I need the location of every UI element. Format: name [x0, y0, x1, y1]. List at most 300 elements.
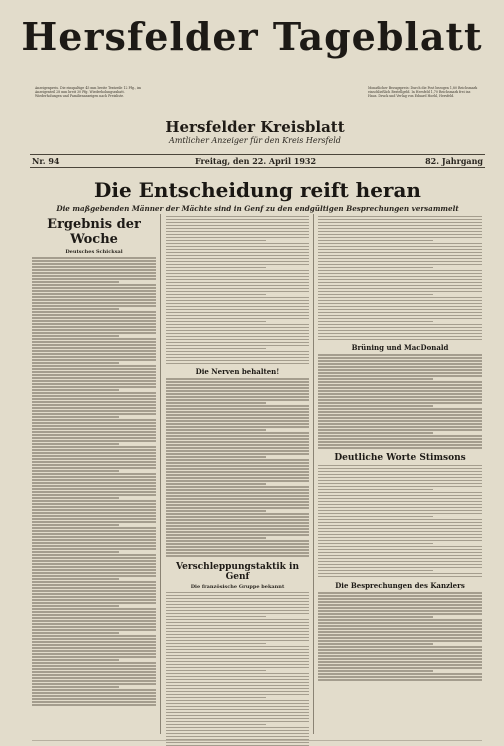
- text-line: [32, 317, 156, 319]
- text-line: [32, 530, 156, 532]
- text-line: [166, 700, 309, 702]
- text-line: [318, 270, 482, 272]
- column-1: [32, 214, 156, 707]
- text-line: [318, 267, 433, 269]
- text-line: [32, 512, 156, 514]
- text-line: [318, 519, 482, 521]
- text-line: [166, 697, 266, 699]
- masthead: [0, 0, 504, 92]
- text-line: [32, 281, 119, 283]
- text-line: [166, 237, 309, 239]
- text-line: [32, 662, 156, 664]
- text-line: [32, 695, 156, 697]
- text-line: [32, 602, 156, 604]
- text-line: [166, 703, 309, 705]
- text-line: [166, 649, 309, 651]
- text-line: [32, 458, 156, 460]
- text-line: [318, 408, 482, 410]
- text-line: [318, 417, 482, 419]
- text-line: [166, 378, 309, 380]
- text-line: [166, 522, 309, 524]
- text-line: [318, 261, 482, 263]
- text-line: [32, 434, 156, 436]
- text-line: [166, 243, 309, 245]
- text-line: [32, 341, 156, 343]
- text-line: [166, 402, 266, 404]
- text-line: [318, 489, 433, 491]
- text-line: [32, 479, 156, 481]
- text-line: [32, 488, 156, 490]
- text-line: [166, 240, 266, 242]
- text-line: [166, 264, 309, 266]
- text-line: [318, 516, 433, 518]
- text-line: [166, 552, 309, 554]
- text-line: [166, 276, 309, 278]
- text-line: [318, 610, 482, 612]
- text-line: [318, 327, 482, 329]
- text-line: [318, 501, 482, 503]
- text-line: [32, 308, 119, 310]
- text-line: [32, 272, 156, 274]
- text-line: [32, 359, 156, 361]
- text-line: [166, 291, 309, 293]
- text-line: [32, 542, 156, 544]
- text-line: [166, 549, 309, 551]
- text-line: [166, 634, 309, 636]
- text-line: [166, 673, 309, 675]
- text-line: [318, 652, 482, 654]
- text-line: [318, 625, 482, 627]
- text-line: [318, 561, 482, 563]
- text-line: [318, 522, 482, 524]
- article-heading: Brüning und MacDonald: [351, 343, 449, 352]
- text-line: [166, 411, 309, 413]
- text-line: [166, 435, 309, 437]
- text-line: [166, 628, 309, 630]
- text-line: [32, 263, 156, 265]
- column-2: [166, 214, 309, 746]
- text-line: [166, 309, 309, 311]
- text-line: [166, 282, 309, 284]
- text-line: [318, 546, 482, 548]
- text-line: [32, 638, 156, 640]
- subtitle: Hersfelder Kreisblatt: [165, 118, 345, 136]
- text-line: [32, 455, 156, 457]
- text-line: [318, 616, 433, 618]
- issue-number: Nr. 94: [32, 156, 60, 166]
- article-text: [318, 354, 482, 449]
- text-line: [166, 655, 309, 657]
- text-line: [32, 386, 156, 388]
- text-line: [32, 428, 156, 430]
- text-line: [166, 255, 309, 257]
- text-line: [166, 598, 309, 600]
- text-line: [318, 576, 482, 578]
- text-line: [32, 347, 156, 349]
- text-line: [166, 691, 309, 693]
- text-line: [32, 689, 156, 691]
- text-line: [32, 527, 156, 529]
- text-line: [32, 518, 156, 520]
- text-line: [318, 622, 482, 624]
- text-line: [32, 644, 156, 646]
- text-line: [32, 569, 156, 571]
- text-line: [32, 299, 156, 301]
- text-line: [318, 372, 482, 374]
- text-line: [318, 474, 482, 476]
- text-line: [32, 503, 156, 505]
- text-line: [32, 260, 156, 262]
- text-line: [318, 543, 433, 545]
- text-line: [32, 344, 156, 346]
- article-text: [318, 216, 482, 341]
- text-line: [166, 306, 309, 308]
- text-line: [318, 477, 482, 479]
- text-line: [32, 566, 156, 568]
- text-line: [166, 363, 309, 365]
- text-line: [318, 649, 482, 651]
- text-line: [318, 402, 482, 404]
- text-line: [166, 727, 309, 729]
- text-line: [166, 438, 309, 440]
- text-line: [318, 670, 433, 672]
- text-line: [166, 601, 309, 603]
- text-line: [32, 401, 156, 403]
- text-line: [32, 623, 156, 625]
- text-line: [166, 441, 309, 443]
- text-line: [318, 570, 433, 572]
- article-heading: Die Nerven behalten!: [195, 367, 280, 376]
- text-line: [32, 497, 119, 499]
- text-line: [318, 432, 433, 434]
- text-line: [166, 694, 309, 696]
- text-line: [166, 354, 309, 356]
- text-line: [318, 441, 482, 443]
- text-line: [166, 652, 309, 654]
- text-line: [318, 637, 482, 639]
- article-heading: Verschleppungstaktik in Genf: [175, 561, 300, 582]
- text-line: [318, 216, 482, 218]
- text-line: [32, 641, 156, 643]
- text-line: [32, 485, 156, 487]
- text-line: [166, 679, 309, 681]
- text-line: [318, 498, 482, 500]
- main-headline: Die Entscheidung reift heran: [94, 178, 421, 202]
- text-line: [32, 329, 156, 331]
- text-line: [318, 243, 482, 245]
- text-line: [318, 435, 482, 437]
- text-line: [32, 608, 156, 610]
- text-line: [318, 528, 482, 530]
- text-line: [166, 480, 309, 482]
- text-line: [32, 500, 156, 502]
- text-line: [32, 389, 119, 391]
- text-line: [166, 423, 309, 425]
- text-line: [32, 659, 119, 661]
- text-line: [318, 315, 482, 317]
- text-line: [32, 674, 156, 676]
- text-line: [166, 339, 309, 341]
- text-line: [32, 665, 156, 667]
- text-line: [32, 476, 156, 478]
- text-line: [166, 246, 309, 248]
- text-line: [166, 456, 266, 458]
- text-line: [318, 658, 482, 660]
- text-line: [32, 683, 156, 685]
- text-line: [32, 629, 156, 631]
- text-line: [166, 336, 309, 338]
- text-line: [318, 426, 482, 428]
- text-line: [32, 368, 156, 370]
- text-line: [166, 474, 309, 476]
- article-text: [166, 216, 309, 365]
- text-line: [166, 408, 309, 410]
- text-line: [318, 640, 482, 642]
- text-line: [32, 593, 156, 595]
- text-line: [32, 278, 156, 280]
- text-line: [32, 482, 156, 484]
- text-line: [32, 419, 156, 421]
- text-line: [166, 471, 309, 473]
- text-line: [32, 596, 156, 598]
- text-line: [32, 704, 156, 706]
- text-line: [32, 692, 156, 694]
- text-line: [318, 339, 482, 341]
- text-line: [318, 679, 482, 681]
- text-line: [318, 255, 482, 257]
- text-line: [166, 712, 309, 714]
- text-line: [318, 225, 482, 227]
- text-line: [32, 509, 156, 511]
- article-heading: Die Besprechungen des Kanzlers: [335, 581, 465, 590]
- text-line: [166, 393, 309, 395]
- text-line: [32, 305, 156, 307]
- text-line: [32, 551, 119, 553]
- text-line: [318, 300, 482, 302]
- right-notice: Monatlicher Bezugspreis: Durch die Post bezogen 1,80 Reichsmark einschließlich Bestellgeld. In Hersfeld 1,70 Reichsmark frei ins Haus. Druck und Verlag von Eduard Hoehl, Hersfeld.: [368, 86, 478, 98]
- text-line: [32, 413, 156, 415]
- text-line: [166, 261, 309, 263]
- text-line: [318, 592, 482, 594]
- text-line: [166, 534, 309, 536]
- text-line: [318, 634, 482, 636]
- text-line: [32, 494, 156, 496]
- text-line: [318, 285, 482, 287]
- text-line: [318, 555, 482, 557]
- text-line: [166, 631, 309, 633]
- text-line: [32, 392, 156, 394]
- text-line: [318, 366, 482, 368]
- text-line: [318, 661, 482, 663]
- text-line: [318, 531, 482, 533]
- text-line: [166, 595, 309, 597]
- text-line: [32, 599, 156, 601]
- text-line: [32, 440, 156, 442]
- text-line: [166, 294, 266, 296]
- text-line: [166, 610, 309, 612]
- text-line: [318, 297, 482, 299]
- text-line: [166, 447, 309, 449]
- text-line: [166, 348, 266, 350]
- text-line: [32, 611, 156, 613]
- text-line: [318, 534, 482, 536]
- article-text: [318, 465, 482, 578]
- text-line: [166, 426, 309, 428]
- page-bottom-rule: [32, 740, 482, 741]
- text-line: [318, 336, 482, 338]
- text-line: [318, 228, 482, 230]
- text-line: [32, 617, 156, 619]
- text-line: [32, 275, 156, 277]
- text-line: [166, 501, 309, 503]
- column-3: [318, 214, 482, 682]
- text-line: [166, 342, 309, 344]
- text-line: [32, 266, 156, 268]
- text-line: [166, 327, 309, 329]
- text-line: [318, 480, 482, 482]
- text-line: [166, 429, 266, 431]
- text-line: [32, 323, 156, 325]
- text-line: [166, 531, 309, 533]
- text-line: [166, 252, 309, 254]
- issue-date: Freitag, den 22. April 1932: [195, 156, 317, 166]
- text-line: [166, 721, 309, 723]
- text-line: [318, 495, 482, 497]
- text-line: [318, 631, 482, 633]
- text-line: [166, 357, 309, 359]
- text-line: [318, 564, 482, 566]
- text-line: [318, 595, 482, 597]
- text-line: [32, 521, 156, 523]
- text-line: [318, 676, 482, 678]
- text-line: [166, 360, 309, 362]
- text-line: [32, 365, 156, 367]
- text-line: [318, 447, 482, 449]
- text-line: [318, 444, 482, 446]
- text-line: [166, 483, 266, 485]
- text-line: [318, 604, 482, 606]
- text-line: [166, 432, 309, 434]
- text-line: [32, 269, 156, 271]
- text-line: [32, 377, 156, 379]
- text-line: [32, 524, 119, 526]
- dateline: [30, 154, 485, 168]
- text-line: [166, 216, 309, 218]
- text-line: [318, 468, 482, 470]
- text-line: [166, 477, 309, 479]
- article-heading: Ergebnis der Woche: [47, 217, 141, 247]
- text-line: [32, 698, 156, 700]
- text-line: [32, 560, 156, 562]
- text-line: [318, 619, 482, 621]
- text-line: [318, 405, 433, 407]
- text-line: [32, 572, 156, 574]
- article-text: [318, 592, 482, 681]
- text-line: [166, 715, 309, 717]
- text-line: [166, 661, 309, 663]
- text-line: [32, 650, 156, 652]
- text-line: [32, 554, 156, 556]
- text-line: [32, 677, 156, 679]
- text-line: [318, 222, 482, 224]
- text-line: [318, 507, 482, 509]
- text-line: [166, 607, 309, 609]
- text-line: [32, 584, 156, 586]
- text-line: [166, 225, 309, 227]
- text-line: [32, 362, 119, 364]
- text-line: [318, 655, 482, 657]
- text-line: [318, 354, 482, 356]
- text-line: [32, 371, 156, 373]
- text-line: [318, 667, 482, 669]
- text-line: [166, 613, 309, 615]
- text-line: [166, 279, 309, 281]
- text-line: [166, 622, 309, 624]
- text-line: [318, 309, 482, 311]
- text-line: [32, 404, 156, 406]
- text-line: [318, 324, 482, 326]
- text-line: [318, 219, 482, 221]
- text-line: [166, 273, 309, 275]
- text-line: [32, 491, 156, 493]
- text-line: [32, 473, 156, 475]
- text-line: [318, 628, 482, 630]
- text-line: [166, 516, 309, 518]
- text-line: [32, 647, 156, 649]
- text-line: [318, 321, 433, 323]
- text-line: [318, 330, 482, 332]
- text-line: [32, 410, 156, 412]
- text-line: [166, 267, 266, 269]
- text-line: [32, 446, 156, 448]
- text-line: [32, 548, 156, 550]
- text-line: [32, 257, 156, 259]
- text-line: [318, 384, 482, 386]
- text-line: [166, 345, 309, 347]
- text-line: [32, 626, 156, 628]
- text-line: [318, 486, 482, 488]
- text-line: [318, 549, 482, 551]
- text-line: [32, 449, 156, 451]
- text-line: [166, 300, 309, 302]
- newspaper-title: Hersfelder Tageblatt: [21, 14, 483, 59]
- text-line: [166, 390, 309, 392]
- text-line: [318, 360, 482, 362]
- text-line: [318, 607, 482, 609]
- text-line: [166, 315, 309, 317]
- text-line: [166, 270, 309, 272]
- text-line: [32, 335, 119, 337]
- text-line: [318, 294, 433, 296]
- text-line: [318, 237, 482, 239]
- text-line: [32, 398, 156, 400]
- text-line: [318, 598, 482, 600]
- text-line: [318, 471, 482, 473]
- text-line: [32, 545, 156, 547]
- text-line: [32, 290, 156, 292]
- text-line: [318, 282, 482, 284]
- text-line: [318, 525, 482, 527]
- text-line: [32, 635, 156, 637]
- text-line: [166, 450, 309, 452]
- column-divider: [160, 214, 161, 734]
- text-line: [166, 222, 309, 224]
- text-line: [32, 680, 156, 682]
- text-line: [318, 537, 482, 539]
- text-line: [166, 384, 309, 386]
- article-text: [32, 257, 156, 706]
- text-line: [166, 604, 309, 606]
